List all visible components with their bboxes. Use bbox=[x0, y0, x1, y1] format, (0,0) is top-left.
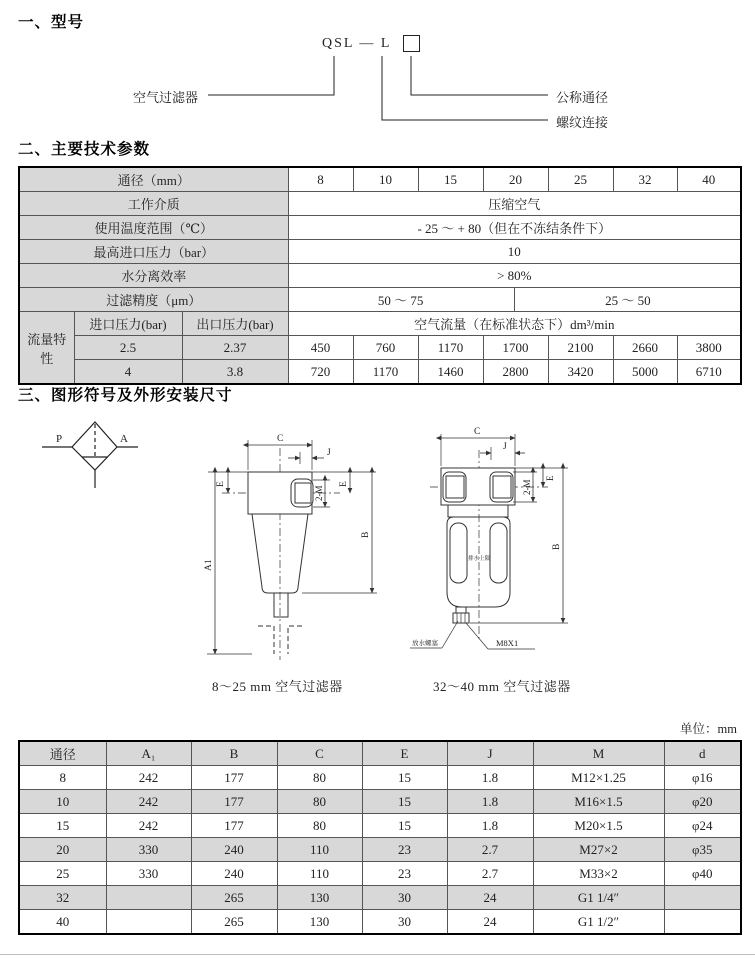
table-row bbox=[19, 838, 741, 862]
flow-value: 3800 bbox=[677, 336, 741, 360]
cell: 130 bbox=[277, 886, 362, 910]
table-row bbox=[19, 336, 741, 360]
cell: φ40 bbox=[664, 862, 741, 886]
model-designation-diagram bbox=[0, 0, 755, 135]
cell: 25 bbox=[19, 862, 106, 886]
row-label-temperature: 使用温度范围（℃） bbox=[19, 216, 288, 240]
caption-small-filter: 8～25 mm 空气过滤器 bbox=[212, 679, 343, 694]
flow-group-label: 流量特性 bbox=[19, 312, 74, 385]
separation-value: > 80% bbox=[288, 264, 741, 288]
cell: 40 bbox=[19, 910, 106, 935]
dim-label-j: J bbox=[503, 442, 507, 452]
inlet-pressure-value: 2.5 bbox=[74, 336, 182, 360]
cell: 265 bbox=[191, 910, 277, 935]
flow-value: 1700 bbox=[483, 336, 548, 360]
cell: 10 bbox=[19, 790, 106, 814]
model-label-thread-connection: 螺纹连接 bbox=[556, 115, 609, 130]
table-row bbox=[19, 790, 741, 814]
technical-drawings bbox=[0, 408, 755, 708]
table-row bbox=[19, 814, 741, 838]
cell: 177 bbox=[191, 814, 277, 838]
cell: 15 bbox=[362, 814, 447, 838]
cell: 24 bbox=[447, 910, 533, 935]
drain-plug-label: 放水螺塞 bbox=[412, 640, 438, 647]
table-row bbox=[19, 886, 741, 910]
cell: 177 bbox=[191, 766, 277, 790]
outlet-pressure-value: 2.37 bbox=[182, 336, 288, 360]
col-header: J bbox=[447, 741, 533, 766]
cell: 80 bbox=[277, 814, 362, 838]
flow-value: 1460 bbox=[418, 360, 483, 385]
cell: 80 bbox=[277, 790, 362, 814]
dim-label-b: B bbox=[552, 543, 562, 550]
cell: 1.8 bbox=[447, 766, 533, 790]
row-label-filtration: 过滤精度（μm） bbox=[19, 288, 288, 312]
cell: 23 bbox=[362, 862, 447, 886]
table-row bbox=[19, 288, 741, 312]
section-2-heading: 二、主要技术参数 bbox=[18, 140, 151, 158]
cell bbox=[106, 886, 191, 910]
cell: M33×2 bbox=[533, 862, 664, 886]
row-label-diameter: 通径（mm） bbox=[19, 167, 288, 192]
cell: 240 bbox=[191, 838, 277, 862]
dim-label-c: C bbox=[474, 427, 481, 437]
table-row bbox=[19, 766, 741, 790]
cell: φ24 bbox=[664, 814, 741, 838]
cell: 242 bbox=[106, 814, 191, 838]
table-row bbox=[19, 862, 741, 886]
dim-label-2m: 2-M bbox=[522, 479, 532, 495]
table-row bbox=[19, 216, 741, 240]
table-header-row bbox=[19, 741, 741, 766]
cell bbox=[664, 910, 741, 935]
col-header: B bbox=[191, 741, 277, 766]
max-pressure-value: 10 bbox=[288, 240, 741, 264]
cell: 2.7 bbox=[447, 862, 533, 886]
model-label-nominal-diameter: 公称通径 bbox=[556, 90, 609, 105]
cell: 15 bbox=[362, 790, 447, 814]
cell: 330 bbox=[106, 862, 191, 886]
cell: 15 bbox=[19, 814, 106, 838]
flow-value: 6710 bbox=[677, 360, 741, 385]
flow-value: 2100 bbox=[548, 336, 613, 360]
water-level-label: 排水上限 bbox=[467, 556, 491, 562]
cell: M12×1.25 bbox=[533, 766, 664, 790]
cell: 15 bbox=[362, 766, 447, 790]
filtration-range-left: 50 ～ 75 bbox=[377, 293, 424, 308]
cell: 30 bbox=[362, 910, 447, 935]
col-header: C bbox=[277, 741, 362, 766]
cell: φ20 bbox=[664, 790, 741, 814]
flow-value: 5000 bbox=[613, 360, 677, 385]
diameter-value: 8 bbox=[288, 167, 353, 192]
dim-label-2m: 2-M bbox=[314, 485, 324, 501]
model-size-box bbox=[403, 35, 420, 52]
footer-divider bbox=[0, 954, 755, 955]
caption-large-filter: 32～40 mm 空气过滤器 bbox=[433, 679, 571, 694]
diameter-value: 40 bbox=[677, 167, 741, 192]
cell: 30 bbox=[362, 886, 447, 910]
cell: 2.7 bbox=[447, 838, 533, 862]
diameter-value: 32 bbox=[613, 167, 677, 192]
dim-label-e-right: E bbox=[339, 481, 349, 487]
col-header: E bbox=[362, 741, 447, 766]
row-label-medium: 工作介质 bbox=[19, 192, 288, 216]
cell: 8 bbox=[19, 766, 106, 790]
inlet-pressure-label: 进口压力(bar) bbox=[74, 312, 182, 336]
cell: M20×1.5 bbox=[533, 814, 664, 838]
cell: 20 bbox=[19, 838, 106, 862]
table-row bbox=[19, 240, 741, 264]
section-1-heading: 一、型号 bbox=[18, 13, 85, 31]
flow-value: 1170 bbox=[353, 360, 418, 385]
cell: 240 bbox=[191, 862, 277, 886]
thread-size-label: M8X1 bbox=[496, 638, 519, 648]
symbol-port-a-label: A bbox=[120, 433, 128, 445]
model-label-filter: 空气过滤器 bbox=[133, 90, 199, 105]
flow-value: 760 bbox=[353, 336, 418, 360]
params-table bbox=[18, 166, 742, 385]
diameter-value: 10 bbox=[353, 167, 418, 192]
cell: 1.8 bbox=[447, 790, 533, 814]
model-diagram-lines bbox=[0, 0, 755, 135]
cell: G1 1/4″ bbox=[533, 886, 664, 910]
diameter-value: 20 bbox=[483, 167, 548, 192]
flow-value: 1170 bbox=[418, 336, 483, 360]
cell: M27×2 bbox=[533, 838, 664, 862]
cell: 265 bbox=[191, 886, 277, 910]
col-header: A₁ bbox=[106, 741, 191, 766]
col-header: d bbox=[664, 741, 741, 766]
temperature-value: - 25 ～ + 80（但在不冻结条件下） bbox=[288, 216, 741, 240]
cell: 130 bbox=[277, 910, 362, 935]
inlet-pressure-value: 4 bbox=[74, 360, 182, 385]
diameter-value: 15 bbox=[418, 167, 483, 192]
filtration-values bbox=[288, 288, 741, 312]
cell: 330 bbox=[106, 838, 191, 862]
table-row bbox=[19, 312, 741, 336]
table-row bbox=[19, 192, 741, 216]
cell: G1 1/2″ bbox=[533, 910, 664, 935]
cell: 110 bbox=[277, 838, 362, 862]
section-3-heading: 三、图形符号及外形安装尺寸 bbox=[18, 386, 233, 404]
cell: φ16 bbox=[664, 766, 741, 790]
flow-value: 720 bbox=[288, 360, 353, 385]
flow-value: 2800 bbox=[483, 360, 548, 385]
table-row bbox=[19, 360, 741, 385]
diameter-value: 25 bbox=[548, 167, 613, 192]
col-header: M bbox=[533, 741, 664, 766]
cell: 24 bbox=[447, 886, 533, 910]
dim-label-a1: A1 bbox=[204, 559, 214, 571]
dim-label-b: B bbox=[361, 531, 371, 538]
filtration-range-right: 25 ～ 50 bbox=[514, 288, 741, 311]
cell: 32 bbox=[19, 886, 106, 910]
table-row bbox=[19, 167, 741, 192]
outlet-pressure-label: 出口压力(bar) bbox=[182, 312, 288, 336]
symbol-port-p-label: P bbox=[56, 433, 63, 445]
dim-label-e-left: E bbox=[216, 481, 226, 487]
flow-value: 3420 bbox=[548, 360, 613, 385]
cell: M16×1.5 bbox=[533, 790, 664, 814]
row-label-max-pressure: 最高进口压力（bar） bbox=[19, 240, 288, 264]
cell: φ35 bbox=[664, 838, 741, 862]
cell: 242 bbox=[106, 766, 191, 790]
dim-label-e: E bbox=[545, 475, 555, 481]
dim-label-c: C bbox=[277, 434, 284, 444]
cell bbox=[106, 910, 191, 935]
model-code: QSL — L bbox=[322, 36, 392, 51]
cell: 23 bbox=[362, 838, 447, 862]
drawings-area bbox=[0, 408, 755, 708]
flow-value: 450 bbox=[288, 336, 353, 360]
cell: 242 bbox=[106, 790, 191, 814]
table-row bbox=[19, 910, 741, 935]
dimensions-table bbox=[18, 740, 742, 935]
filter-drawing-32-40 bbox=[410, 427, 568, 649]
cell: 1.8 bbox=[447, 814, 533, 838]
cell: 80 bbox=[277, 766, 362, 790]
unit-label: 单位：mm bbox=[680, 722, 737, 736]
cell: 177 bbox=[191, 790, 277, 814]
medium-value: 压缩空气 bbox=[288, 192, 741, 216]
outlet-pressure-value: 3.8 bbox=[182, 360, 288, 385]
dim-label-j: J bbox=[327, 448, 331, 458]
row-label-separation: 水分离效率 bbox=[19, 264, 288, 288]
flow-value: 2660 bbox=[613, 336, 677, 360]
cell bbox=[664, 886, 741, 910]
cell: 110 bbox=[277, 862, 362, 886]
table-row bbox=[19, 264, 741, 288]
flow-header: 空气流量（在标准状态下）dm³/min bbox=[288, 312, 741, 336]
filter-drawing-8-25 bbox=[204, 434, 377, 660]
col-header: 通径 bbox=[19, 741, 106, 766]
pneumatic-filter-symbol bbox=[42, 422, 138, 488]
